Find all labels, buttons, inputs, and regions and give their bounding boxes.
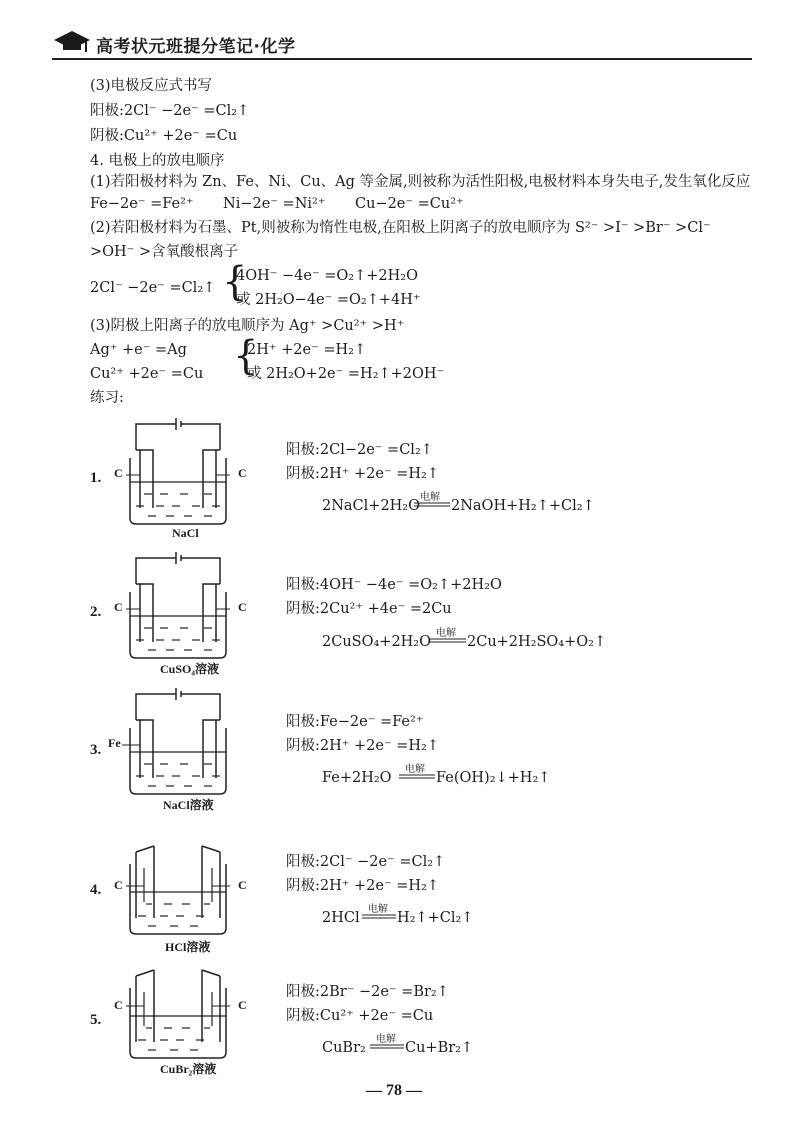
exercise-2-total-left: 2CuSO₄+2H₂O: [322, 634, 432, 650]
apparatus-5-diagram: [108, 966, 258, 1072]
exercise-4-equals: [362, 914, 396, 920]
exercise-4-total-right: H₂↑+Cl₂↑: [397, 910, 474, 926]
header-rule: [52, 58, 752, 60]
exercise-5-total-left: CuBr₂: [322, 1040, 366, 1056]
exercise-3-total-left: Fe+2H₂O: [322, 770, 392, 786]
exercise-2-left-electrode: C: [114, 600, 123, 614]
exercise-1-total-right: 2NaOH+H₂↑+Cl₂↑: [451, 498, 595, 514]
exercise-1-equals: [414, 502, 450, 508]
page-number: — 78 —: [366, 1082, 422, 1099]
section4-p3-right2: 或 2H₂O+2e⁻ =H₂↑+2OH⁻: [247, 366, 445, 382]
section4-p3-left1: Ag⁺ +e⁻ =Ag: [90, 342, 187, 358]
header-title: 高考状元班提分笔记·化学: [96, 37, 296, 57]
section4-p2-line1: (2)若阳极材料为石墨、Pt,则被称为惰性电极,在阳极上阴离子的放电顺序为 S²⁻ >I⁻ >Br⁻ >Cl⁻: [90, 220, 711, 236]
exercise-4-number: 4.: [90, 882, 102, 898]
section3-cathode: 阴极:Cu²⁺ +2e⁻ =Cu: [90, 128, 238, 144]
exercise-2-equals: [430, 638, 466, 644]
exercise-3-equals: [399, 774, 435, 780]
section4-p3-left2: Cu²⁺ +2e⁻ =Cu: [90, 366, 204, 382]
exercise-2-total-right: 2Cu+2H₂SO₄+O₂↑: [467, 634, 607, 650]
exercise-4-condition: 电解: [368, 904, 388, 915]
apparatus-4-diagram: [108, 842, 258, 948]
section4-title: 4. 电极上的放电顺序: [90, 153, 225, 169]
exercise-3-cathode: 阴极:2H⁺ +2e⁻ =H₂↑: [286, 738, 439, 754]
exercise-1-condition: 电解: [420, 492, 440, 503]
exercise-4-right-electrode: C: [238, 878, 247, 892]
exercise-4-anode: 阳极:2Cl⁻ −2e⁻ =Cl₂↑: [286, 854, 446, 870]
exercise-5-anode: 阳极:2Br⁻ −2e⁻ =Br₂↑: [286, 984, 449, 1000]
brace-right: {: [233, 333, 259, 379]
exercise-3-solution: NaCl溶液: [163, 798, 214, 812]
exercise-2-right-electrode: C: [238, 600, 247, 614]
section4-p2-eq-right1: 4OH⁻ −4e⁻ =O₂↑+2H₂O: [236, 268, 418, 284]
apparatus-3-diagram: [108, 688, 258, 806]
exercise-5-condition: 电解: [376, 1034, 396, 1045]
apparatus-1-diagram: [108, 418, 258, 536]
exercise-1-anode: 阳极:2Cl−2e⁻ =Cl₂↑: [286, 442, 433, 458]
section3-title: (3)电极反应式书写: [90, 78, 213, 94]
exercise-4-total-left: 2HCl: [322, 910, 360, 926]
exercise-4-left-electrode: C: [114, 878, 123, 892]
graduation-cap-icon: [52, 28, 92, 58]
apparatus-2-diagram: [108, 552, 258, 670]
section3-anode: 阳极:2Cl⁻ −2e⁻ =Cl₂↑: [90, 103, 250, 119]
section4-p3: (3)阴极上阳离子的放电顺序为 Ag⁺ >Cu²⁺ >H⁺: [90, 318, 405, 334]
exercise-5-number: 5.: [90, 1012, 102, 1028]
exercise-4-solution: HCl溶液: [165, 940, 211, 954]
exercise-5-right-electrode: C: [238, 998, 247, 1012]
exercise-1-right-electrode: C: [238, 466, 247, 480]
exercise-3-left-electrode: Fe: [108, 736, 121, 750]
section4-p1-eq2: Ni−2e⁻ =Ni²⁺: [223, 196, 326, 212]
page-header: [52, 26, 752, 60]
exercise-5-total-right: Cu+Br₂↑: [405, 1040, 474, 1056]
exercise-3-anode: 阳极:Fe−2e⁻ =Fe²⁺: [286, 714, 424, 730]
exercise-5-cathode: 阴极:Cu²⁺ +2e⁻ =Cu: [286, 1008, 434, 1024]
section4-p2-line2: >OH⁻ >含氧酸根离子: [90, 244, 239, 260]
exercise-2-number: 2.: [90, 604, 102, 620]
exercise-5-left-electrode: C: [114, 998, 123, 1012]
exercise-5-solution: CuBr₂溶液: [160, 1062, 217, 1076]
exercise-2-cathode: 阴极:2Cu²⁺ +4e⁻ =2Cu: [286, 601, 452, 617]
exercise-5-equals: [370, 1044, 404, 1050]
section4-p1-eq3: Cu−2e⁻ =Cu²⁺: [355, 196, 464, 212]
exercise-3-number: 3.: [90, 742, 102, 758]
exercise-1-solution: NaCl: [172, 526, 199, 540]
practice-label: 练习:: [90, 390, 124, 406]
exercise-1-total-left: 2NaCl+2H₂O: [322, 498, 421, 514]
exercise-2-condition: 电解: [436, 628, 456, 639]
section4-p1: (1)若阳极材料为 Zn、Fe、Ni、Cu、Ag 等金属,则被称为活性阳极,电极材料本身失电子,发生氧化反应: [90, 174, 751, 190]
section4-p1-eq1: Fe−2e⁻ =Fe²⁺: [90, 196, 194, 212]
exercise-1-cathode: 阴极:2H⁺ +2e⁻ =H₂↑: [286, 466, 439, 482]
section4-p2-eq-left: 2Cl⁻ −2e⁻ =Cl₂↑: [90, 280, 216, 296]
exercise-1-number: 1.: [90, 470, 102, 486]
exercise-4-cathode: 阴极:2H⁺ +2e⁻ =H₂↑: [286, 878, 439, 894]
section4-p2-eq-right2: 或 2H₂O−4e⁻ =O₂↑+4H⁺: [236, 292, 421, 308]
brace-left: {: [222, 259, 248, 305]
exercise-3-total-right: Fe(OH)₂↓+H₂↑: [436, 770, 551, 786]
exercise-3-condition: 电解: [405, 764, 425, 775]
section4-p3-right1: 2H⁺ +2e⁻ =H₂↑: [247, 342, 367, 358]
exercise-2-anode: 阳极:4OH⁻ −4e⁻ =O₂↑+2H₂O: [286, 577, 502, 593]
exercise-2-solution: CuSO₄溶液: [160, 662, 219, 676]
exercise-1-left-electrode: C: [114, 466, 123, 480]
